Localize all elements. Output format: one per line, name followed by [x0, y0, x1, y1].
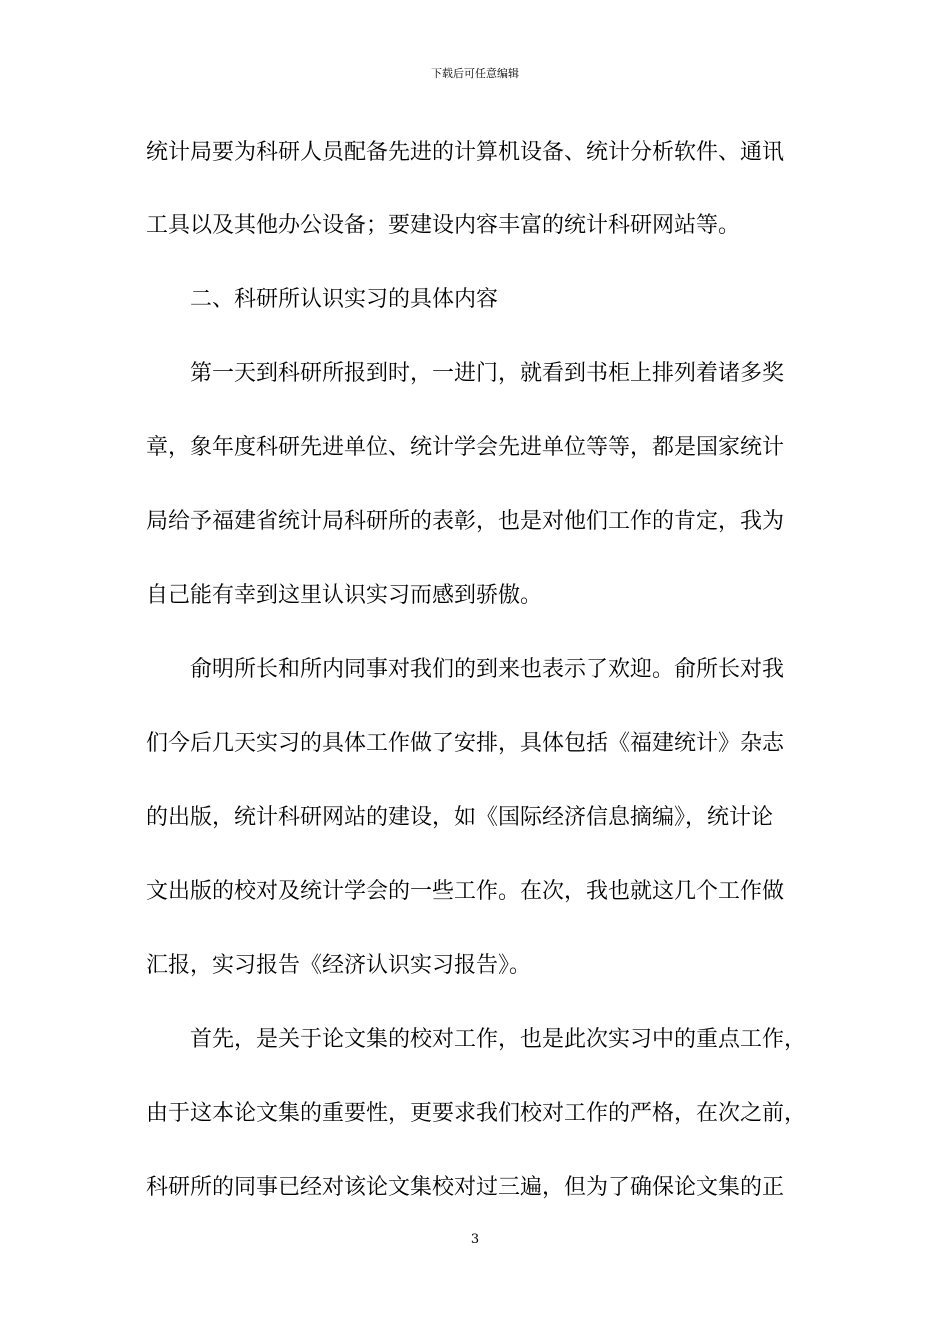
text-line: 自己能有幸到这里认识实习而感到骄傲。	[146, 583, 543, 608]
text-line: 的出版，统计科研网站的建设，如《国际经济信息摘编》，统计论	[146, 805, 774, 830]
text-line: 们今后几天实习的具体工作做了安排，具体包括《福建统计》杂志	[146, 731, 785, 756]
text-line: 工具以及其他办公设备；要建设内容丰富的统计科研网站等。	[146, 213, 741, 238]
text-line: 首先，是关于论文集的校对工作，也是此次实习中的重点工作，	[190, 1027, 807, 1052]
page-number: 3	[470, 1232, 480, 1247]
text-line: 汇报，实习报告《经济认识实习报告》。	[146, 953, 532, 978]
text-line: 统计局要为科研人员配备先进的计算机设备、统计分析软件、通讯	[146, 140, 785, 165]
page-header: 下载后可任意编辑	[431, 67, 519, 80]
text-line: 科研所的同事已经对该论文集校对过三遍，但为了确保论文集的正	[146, 1175, 785, 1200]
section-heading: 二、科研所认识实习的具体内容	[190, 287, 499, 312]
text-line: 俞明所长和所内同事对我们的到来也表示了欢迎。俞所长对我	[190, 657, 785, 682]
text-line: 文出版的校对及统计学会的一些工作。在次，我也就这几个工作做	[146, 879, 785, 904]
text-line: 第一天到科研所报到时，一进门，就看到书柜上排列着诸多奖	[190, 361, 785, 386]
text-line: 章，象年度科研先进单位、统计学会先进单位等等，都是国家统计	[146, 435, 785, 460]
text-line: 局给予福建省统计局科研所的表彰，也是对他们工作的肯定，我为	[146, 509, 785, 534]
text-line: 由于这本论文集的重要性，更要求我们校对工作的严格，在次之前，	[146, 1101, 807, 1126]
